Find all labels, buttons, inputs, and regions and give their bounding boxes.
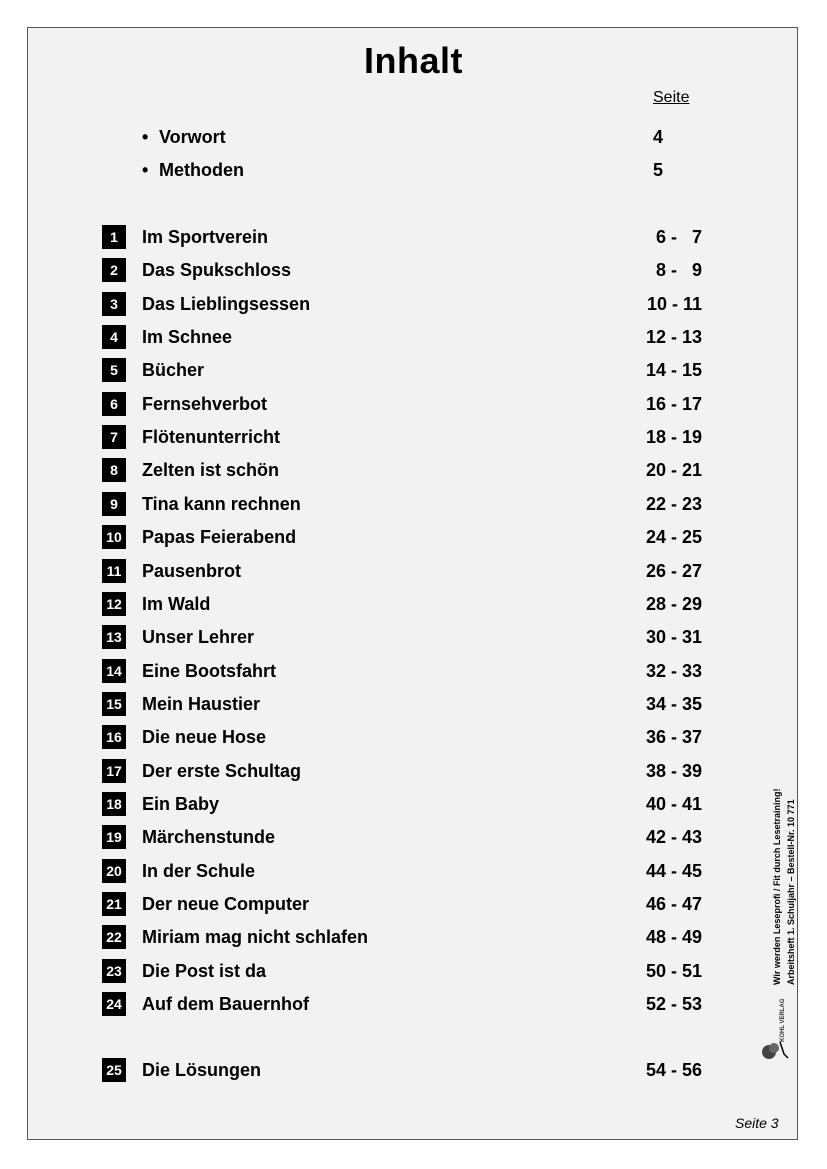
toc-row (102, 759, 712, 785)
chapter-pages: 6 - 7 (655, 227, 702, 247)
chapter-pages: 42 - 43 (645, 827, 702, 847)
chapter-pages: 48 - 49 (645, 927, 702, 947)
side-note (770, 789, 798, 985)
chapter-pages: 16 - 17 (645, 394, 702, 414)
publisher-logo-text: KOHL VERLAG (780, 998, 786, 1042)
chapter-number-badge: 15 (102, 692, 126, 716)
chapter-title: Ein Baby (142, 794, 220, 814)
toc-row (102, 625, 712, 651)
toc-row (102, 825, 712, 851)
intro-item-page: 5 (653, 160, 664, 180)
chapter-title: Die neue Hose (142, 727, 267, 747)
intro-item-methoden (142, 160, 682, 184)
chapter-title: Die Lösungen (142, 1060, 262, 1080)
chapter-title: Der erste Schultag (142, 761, 302, 781)
toc-row (102, 325, 712, 351)
chapter-pages: 32 - 33 (645, 661, 702, 681)
chapter-pages: 52 - 53 (645, 994, 702, 1014)
toc-row-solutions (102, 1058, 712, 1084)
publisher-logo (760, 996, 790, 1064)
chapter-number-badge: 11 (102, 559, 126, 583)
chapter-number-badge: 7 (102, 425, 126, 449)
chapter-number-badge: 16 (102, 725, 126, 749)
chapter-title: Miriam mag nicht schlafen (142, 927, 369, 947)
chapter-pages: 10 - 11 (646, 294, 702, 314)
chapter-number-badge: 13 (102, 625, 126, 649)
chapter-title: Zelten ist schön (142, 460, 280, 480)
chapter-number-badge: 21 (102, 892, 126, 916)
chapter-title: Im Wald (142, 594, 211, 614)
chapter-number-badge: 19 (102, 825, 126, 849)
toc-row (102, 692, 712, 718)
toc-row (102, 892, 712, 918)
toc-row (102, 725, 712, 751)
chapter-number-badge: 18 (102, 792, 126, 816)
chapter-title: Das Lieblingsessen (142, 294, 311, 314)
chapter-pages: 24 - 25 (645, 527, 702, 547)
chapter-number-badge: 8 (102, 458, 126, 482)
chapter-number-badge: 14 (102, 659, 126, 683)
chapter-pages: 12 - 13 (645, 327, 702, 347)
bullet-icon: • (142, 127, 149, 147)
chapter-number-badge: 23 (102, 959, 126, 983)
chapter-pages: 14 - 15 (645, 360, 702, 380)
intro-item-label: Vorwort (159, 127, 226, 147)
toc-row (102, 258, 712, 284)
chapter-pages: 44 - 45 (645, 861, 702, 881)
side-note-line1: Wir werden Leseprofi / Fit durch Lesetraining! (772, 788, 782, 985)
chapter-number-badge: 24 (102, 992, 126, 1016)
toc-row (102, 492, 712, 518)
side-note-line2: Arbeitsheft 1. Schuljahr – Bestell-Nr. 10 771 (786, 799, 796, 985)
intro-item-page: 4 (653, 127, 664, 147)
chapter-pages: 26 - 27 (645, 561, 702, 581)
toc-row (102, 792, 712, 818)
page-column-header: Seite (653, 89, 690, 106)
chapter-number-badge: 17 (102, 759, 126, 783)
chapter-title: Märchenstunde (142, 827, 276, 847)
toc-row (102, 458, 712, 484)
chapter-title: Unser Lehrer (142, 627, 255, 647)
chapter-number-badge: 1 (102, 225, 126, 249)
chapter-title: Bücher (142, 360, 205, 380)
footer-page-number: Seite 3 (735, 1115, 779, 1131)
chapter-pages: 22 - 23 (645, 494, 702, 514)
chapter-number-badge: 20 (102, 859, 126, 883)
chapter-title: Fernsehverbot (142, 394, 268, 414)
chapter-pages: 20 - 21 (645, 460, 702, 480)
chapter-title: Die Post ist da (142, 961, 267, 981)
toc-row (102, 425, 712, 451)
chapter-title: In der Schule (142, 861, 256, 881)
chapter-title: Im Sportverein (142, 227, 269, 247)
chapter-title: Papas Feierabend (142, 527, 297, 547)
chapter-pages: 28 - 29 (645, 594, 702, 614)
toc-row (102, 225, 712, 251)
chapter-number-badge: 4 (102, 325, 126, 349)
page-title: Inhalt (364, 40, 463, 81)
chapter-number-badge: 9 (102, 492, 126, 516)
chapter-title: Pausenbrot (142, 561, 242, 581)
chapter-number-badge: 12 (102, 592, 126, 616)
chapter-pages: 8 - 9 (655, 260, 702, 280)
chapter-pages: 46 - 47 (645, 894, 702, 914)
chapter-pages: 34 - 35 (645, 694, 702, 714)
chapter-pages: 36 - 37 (645, 727, 702, 747)
chapter-pages: 18 - 19 (645, 427, 702, 447)
toc-row (102, 392, 712, 418)
toc-row (102, 992, 712, 1018)
chapter-title: Der neue Computer (142, 894, 310, 914)
chapter-title: Eine Bootsfahrt (142, 661, 277, 681)
chapter-pages: 50 - 51 (645, 961, 702, 981)
chapter-title: Im Schnee (142, 327, 233, 347)
chapter-number-badge: 6 (102, 392, 126, 416)
chapter-title: Mein Haustier (142, 694, 261, 714)
toc-row (102, 559, 712, 585)
toc-row (102, 959, 712, 985)
chapter-pages: 40 - 41 (645, 794, 702, 814)
intro-item-vorwort (142, 127, 682, 151)
chapter-number-badge: 2 (102, 258, 126, 282)
chapter-title: Flötenunterricht (142, 427, 280, 447)
chapter-title: Das Spukschloss (142, 260, 292, 280)
chapter-number-badge: 5 (102, 358, 126, 382)
bullet-icon: • (142, 160, 149, 180)
chapter-pages: 54 - 56 (645, 1060, 702, 1080)
toc-row (102, 525, 712, 551)
toc-row (102, 659, 712, 685)
toc-row (102, 859, 712, 885)
chapter-number-badge: 3 (102, 292, 126, 316)
toc-row (102, 592, 712, 618)
chapter-number-badge: 10 (102, 525, 126, 549)
chapter-title: Tina kann rechnen (142, 494, 301, 514)
chapter-number-badge: 22 (102, 925, 126, 949)
toc-row (102, 292, 712, 318)
chapter-pages: 38 - 39 (645, 761, 702, 781)
chapter-pages: 30 - 31 (645, 627, 702, 647)
chapter-number-badge: 25 (102, 1058, 126, 1082)
intro-item-label: Methoden (159, 160, 244, 180)
toc-row (102, 358, 712, 384)
toc-row (102, 925, 712, 951)
chapter-title: Auf dem Bauernhof (142, 994, 310, 1014)
